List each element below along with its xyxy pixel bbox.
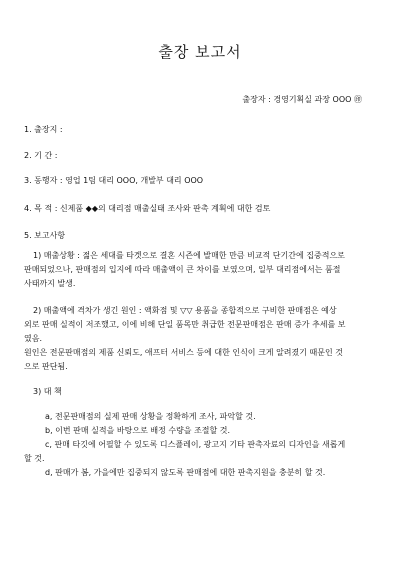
countermeasure-c-continued: 할 것. bbox=[24, 454, 45, 463]
paragraph-line: 으로 판단됨. bbox=[24, 362, 68, 371]
purpose-item: 4. 목 적 : 신제품 ◆◆의 대리점 매출실태 조사와 판촉 계획에 대한 검토 bbox=[24, 204, 271, 213]
trip-location-item: 1. 출장지 : bbox=[24, 125, 63, 134]
paragraph-line: 였음. bbox=[24, 334, 42, 343]
sales-status-paragraph bbox=[24, 249, 384, 291]
paragraph-line: 원인은 전문판매점의 제품 신뢰도, 애프터 서비스 등에 대한 인식이 크게 알려졌기 때문인 것 bbox=[24, 348, 343, 357]
countermeasure-b: b, 이번 판매 실적을 바탕으로 배정 수량을 조절할 것. bbox=[45, 426, 231, 435]
page-title: 출장 보고서 bbox=[158, 43, 242, 61]
reporter-line: 출장자 : 경영기획실 과장 OOO ㊞ bbox=[242, 95, 362, 104]
countermeasure-a: a, 전문판매점의 실제 판매 상황을 정확하게 조사, 파악할 것. bbox=[45, 412, 256, 421]
companions-item: 3. 동행자 : 영업 1팀 대리 OOO, 개발부 대리 OOO bbox=[24, 176, 204, 185]
paragraph-line: 외로 판매 실적이 저조했고, 이에 비해 단일 품목만 취급한 전문판매점은 판매 증가 추세를 보 bbox=[24, 320, 346, 329]
paragraph-line: 2) 매출액에 격차가 생긴 원인 : 액화점 및 ▽▽ 용품을 종합적으로 구비한 판매점은 예상 bbox=[33, 306, 337, 315]
countermeasure-d: d, 판매가 봄, 가을에만 집중되지 않도록 판매점에 대한 판촉지원을 충분히 할 것. bbox=[45, 468, 326, 477]
paragraph-line: 사태까지 발생. bbox=[24, 279, 76, 288]
period-item: 2. 기 간 : bbox=[24, 151, 58, 160]
sales-gap-paragraph bbox=[24, 304, 384, 374]
paragraph-line: 1) 매출상황 : 젊은 세대를 타겟으로 결혼 시즌에 발매한 만큼 비교적 단기간에 집중적으로 bbox=[33, 251, 345, 260]
countermeasure-c: c, 판매 타깃에 어필할 수 있도록 디스플레이, 광고지 기타 판촉자료의 디자인을 새롭게 bbox=[45, 440, 346, 449]
countermeasures-header: 3) 대 책 bbox=[33, 387, 62, 396]
paragraph-line: 판매되었으나, 판매점의 입지에 따라 매출액이 큰 차이를 보였으며, 일부 대리점에서는 품절 bbox=[24, 265, 341, 274]
report-header: 5. 보고사항 bbox=[24, 231, 66, 240]
